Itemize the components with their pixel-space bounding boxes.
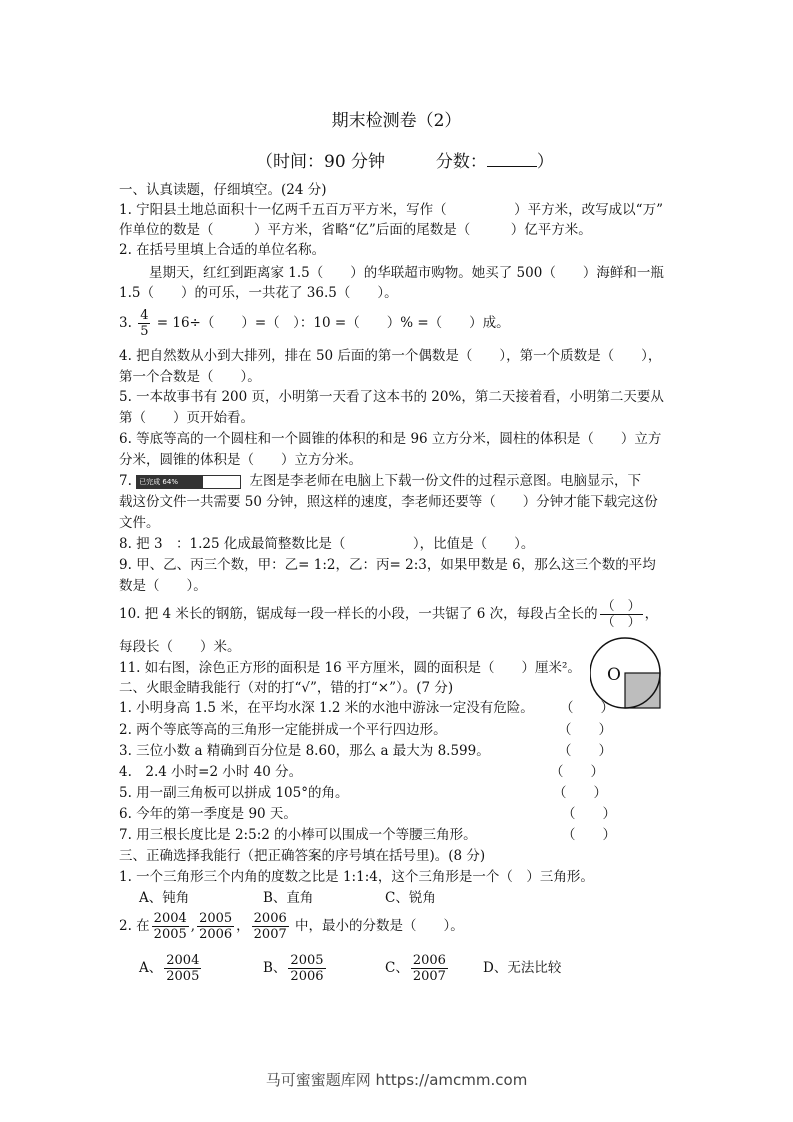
frac-den: 2007 — [412, 969, 446, 984]
s1-line: 6. 等底等高的一个圆柱和一个圆锥的体积的和是 96 立方分米，圆柱的体积是（ ）立方 — [119, 431, 662, 447]
s1-line: 第（ ）页开始看。 — [119, 410, 254, 426]
mc-q2-line: 2. 在 $\frac{2004}{2005}$ , $\frac{2005}{2006}$ ， $\frac{2006}{2007}$ 中，最小的分数是（ ）。 — [119, 911, 464, 942]
s1-line: 文件。 — [119, 515, 160, 531]
q3-prefix: 3. — [119, 315, 132, 331]
frac-num: 2004 — [166, 953, 200, 968]
q3-num: 4 — [140, 308, 149, 323]
frac-den: 2007 — [253, 927, 287, 942]
tf-item-text: 5. 用一副三角板可以拼成 105°的角。 — [119, 785, 349, 801]
page-title: 期末检测卷（2） — [331, 111, 462, 131]
score-close: ） — [536, 152, 554, 172]
s1-line: 每段长（ ）米。 — [119, 639, 241, 655]
mc-q2-option-d: D、无法比较 — [483, 960, 562, 976]
mc-q1-option: B、直角 — [263, 890, 314, 906]
tf-item-paren: （ ） — [553, 785, 607, 801]
q3-fraction — [138, 308, 150, 339]
s1-line: 1.5（ ）的可乐，一共花了 36.5（ ）。 — [119, 285, 398, 301]
frac-num: 2006 — [412, 953, 446, 968]
time-score-line — [256, 147, 554, 172]
frac-num: 2004 — [153, 911, 187, 926]
tf-item-text: 4. 2.4 小时=2 小时 40 分。 — [119, 764, 303, 780]
s1-line: 8. 把 3 ：1.25 化成最简整数比是（ ），比值是（ ）。 — [119, 536, 535, 552]
frac-den: 2005 — [166, 969, 200, 984]
tf-item-text: 7. 用三根长度比是 2:5:2 的小棒可以围成一个等腰三角形。 — [119, 827, 477, 843]
time-label: （时间：90 分钟 — [256, 152, 386, 172]
frac-den: 2006 — [199, 927, 233, 942]
q2-fraction — [197, 911, 234, 942]
tf-item-paren: （ ） — [558, 722, 612, 738]
q3-den: 5 — [140, 324, 149, 339]
q2-fraction — [152, 911, 189, 942]
mc-q1-option: A、钝角 — [139, 890, 190, 906]
mc-q2-prefix: 2. 在 — [119, 918, 150, 934]
q7-line — [119, 472, 641, 490]
mc-q2-option-c — [385, 951, 450, 985]
q10-line — [119, 597, 658, 631]
tf-item-paren: （ ） — [562, 827, 616, 843]
s1-line: 数是（ ）。 — [119, 578, 207, 594]
score-label: 分数： — [435, 152, 487, 172]
score-blank — [487, 152, 537, 167]
frac-num: 2005 — [199, 911, 233, 926]
option-label: B、 — [263, 960, 287, 976]
tf-item-paren: （ ） — [550, 764, 604, 780]
q3-text: = 16÷（ ）=（ ）：10 =（ ）% =（ ）成。 — [156, 315, 510, 331]
s1-line: 9. 甲、乙、丙三个数，甲：乙= 1:2，乙：丙= 2:3，如果甲数是 6，那么这三个数的平均 — [119, 557, 656, 573]
tf-item-paren: （ ） — [558, 743, 612, 759]
frac-num: 2006 — [253, 911, 287, 926]
center-label: O — [607, 665, 621, 685]
tf-item-paren: （ ） — [560, 700, 614, 716]
option-fraction — [411, 953, 448, 984]
s1-line: 11. 如右图，涂色正方形的面积是 16 平方厘米，圆的面积是（ ）厘米²。 — [119, 660, 581, 676]
q10-den: （ ） — [601, 615, 641, 630]
q3-line — [119, 306, 510, 340]
q10-num: （ ） — [601, 599, 641, 614]
tf-item-paren: （ ） — [562, 806, 616, 822]
s1-line: 载这份文件一共需要 50 分钟，照这样的速度，李老师还要等（ ）分钟才能下载完这份 — [119, 494, 658, 510]
s1-line: 分米，圆锥的体积是（ ）立方分米。 — [119, 452, 362, 468]
tf-item-text: 2. 两个等底等高的三角形一定能拼成一个平行四边形。 — [119, 722, 447, 738]
section-2-heading: 二、火眼金睛我能行（对的打“√”，错的打“×”）。(7 分) — [119, 680, 454, 696]
s1-line: 1. 宁阳县土地总面积十一亿两千五百万平方米，写作（ ）平方米，改写成以“万” — [119, 202, 663, 218]
tf-item-text: 6. 今年的第一季度是 90 天。 — [119, 806, 297, 822]
q7-prefix: 7. — [119, 473, 132, 489]
q7-text: 左图是李老师在电脑上下载一份文件的过程示意图。电脑显示，下 — [249, 473, 641, 489]
frac-den: 2005 — [153, 927, 187, 942]
mc-q2-option-a — [139, 951, 203, 985]
section-3-heading: 三、正确选择我能行（把正确答案的序号填在括号里)。(8 分) — [119, 848, 486, 864]
option-fraction — [288, 953, 325, 984]
mc-q2-option-b — [263, 951, 328, 985]
q10-comma: ， — [644, 606, 659, 622]
tf-item-text: 1. 小明身高 1.5 米，在平均水深 1.2 米的水池中游泳一定没有危险。 — [119, 700, 534, 716]
q10-text: 10. 把 4 米长的钢筋，锯成每一段一样长的小段，一共锯了 6 次，每段占全长的 — [119, 606, 598, 622]
download-progress-bar — [136, 475, 241, 489]
s1-line: 作单位的数是（ ）平方米，省略“亿”后面的尾数是（ ）亿平方米。 — [119, 222, 592, 238]
mc-q1: 1. 一个三角形三个内角的度数之比是 1:1:4，这个三角形是一个（ ）三角形。 — [119, 869, 594, 885]
tf-item-text: 3. 三位小数 a 精确到百分位是 8.60，那么 a 最大为 8.599。 — [119, 743, 490, 759]
option-label: C、 — [385, 960, 409, 976]
s1-line: 2. 在括号里填上合适的单位名称。 — [119, 242, 326, 258]
s1-line: 第一个合数是（ ）。 — [119, 369, 261, 385]
frac-num: 2005 — [290, 953, 324, 968]
section-1-heading: 一、认真读题，仔细填空。(24 分) — [119, 182, 327, 198]
mc-q1-option: C、锐角 — [385, 890, 436, 906]
q10-fraction — [600, 599, 643, 630]
s1-line: 星期天，红红到距离家 1.5（ ）的华联超市购物。她买了 500（ ）海鲜和一瓶 — [149, 265, 664, 281]
q2-fraction — [252, 911, 289, 942]
footer-watermark: 马可蜜蜜题库网 https://amcmm.com — [265, 1071, 528, 1089]
option-fraction — [164, 953, 201, 984]
progress-text: 已完成 64% — [139, 477, 178, 486]
frac-den: 2006 — [290, 969, 324, 984]
mc-q2-suffix: 中，最小的分数是（ ）。 — [295, 918, 464, 934]
option-label: A、 — [139, 960, 163, 976]
s1-line: 4. 把自然数从小到大排列，排在 50 后面的第一个偶数是（ ），第一个质数是（ ）， — [119, 348, 662, 364]
s1-line: 5. 一本故事书有 200 页，小明第一天看了这本书的 20%，第二天接着看，小明第二天要从 — [119, 389, 664, 405]
